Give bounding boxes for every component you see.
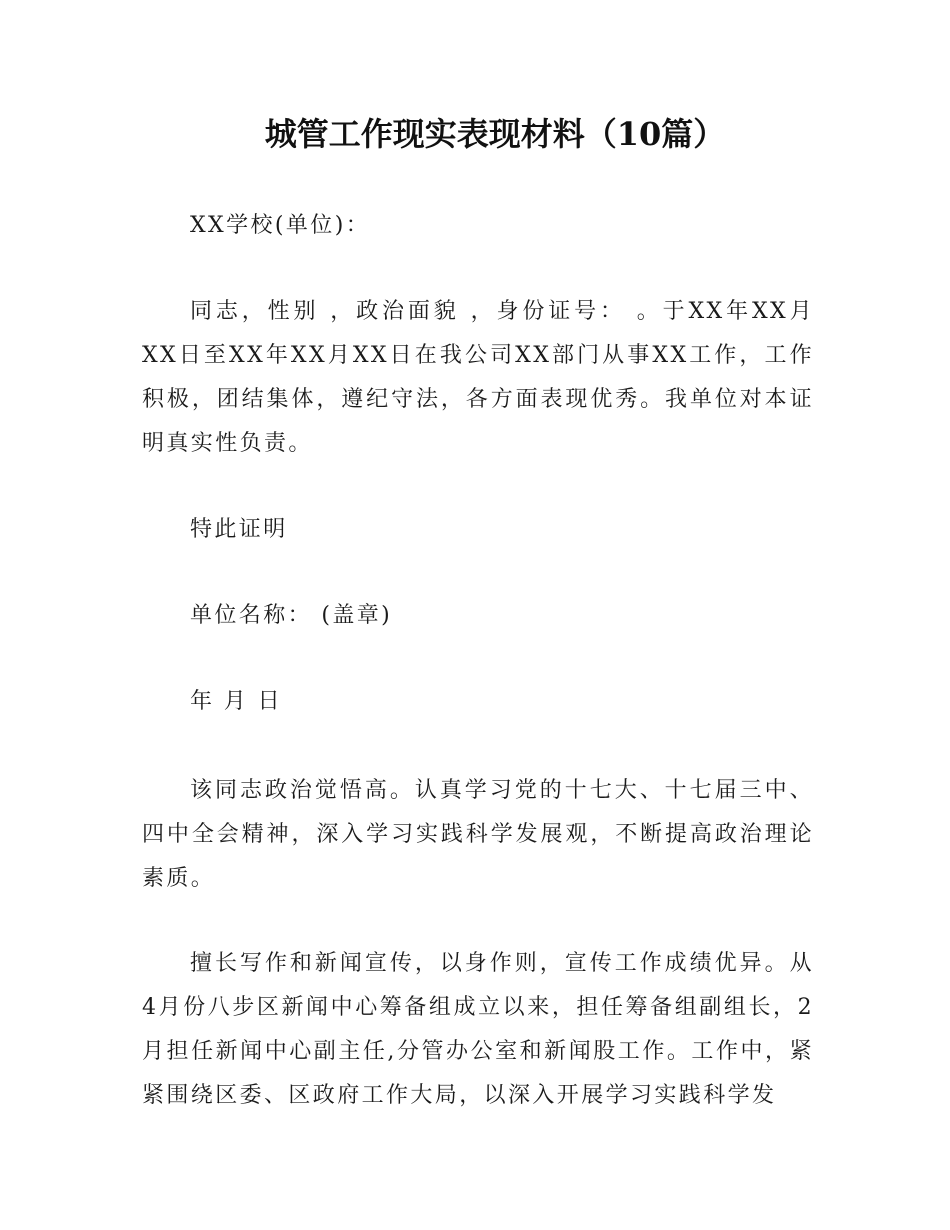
document-title: 城管工作现实表现材料（10篇） bbox=[264, 115, 726, 153]
certification-statement: 特此证明 bbox=[190, 517, 288, 542]
political-awareness-paragraph: 该同志政治觉悟高。认真学习党的十七大、十七届三中、四中全会精神，深入学习实践科学发展观，不断提高政治理论素质。 bbox=[142, 778, 814, 891]
unit-name-seal-line: 单位名称： (盖章) bbox=[190, 603, 393, 628]
date-line: 年 月 日 bbox=[190, 689, 282, 714]
certificate-body-paragraph: 同志，性别 ，政治面貌 ，身份证号： 。于XX年XX月XX日至XX年XX月XX日在我公司XX部门从事XX工作，工作积极，团结集体，遵纪守法，各方面表现优秀。我单位对本证明真实性负责。 bbox=[142, 299, 814, 456]
salutation-paragraph: XX学校(单位)： bbox=[190, 213, 371, 238]
news-publicity-paragraph: 擅长写作和新闻宣传，以身作则，宣传工作成绩优异。从4月份八步区新闻中心筹备组成立以来，担任筹备组副组长，2月担任新闻中心副主任,分管办公室和新闻股工作。工作中，紧紧围绕区委、区政府工作大局，以深入开展学习实践科学发 bbox=[142, 951, 814, 1108]
